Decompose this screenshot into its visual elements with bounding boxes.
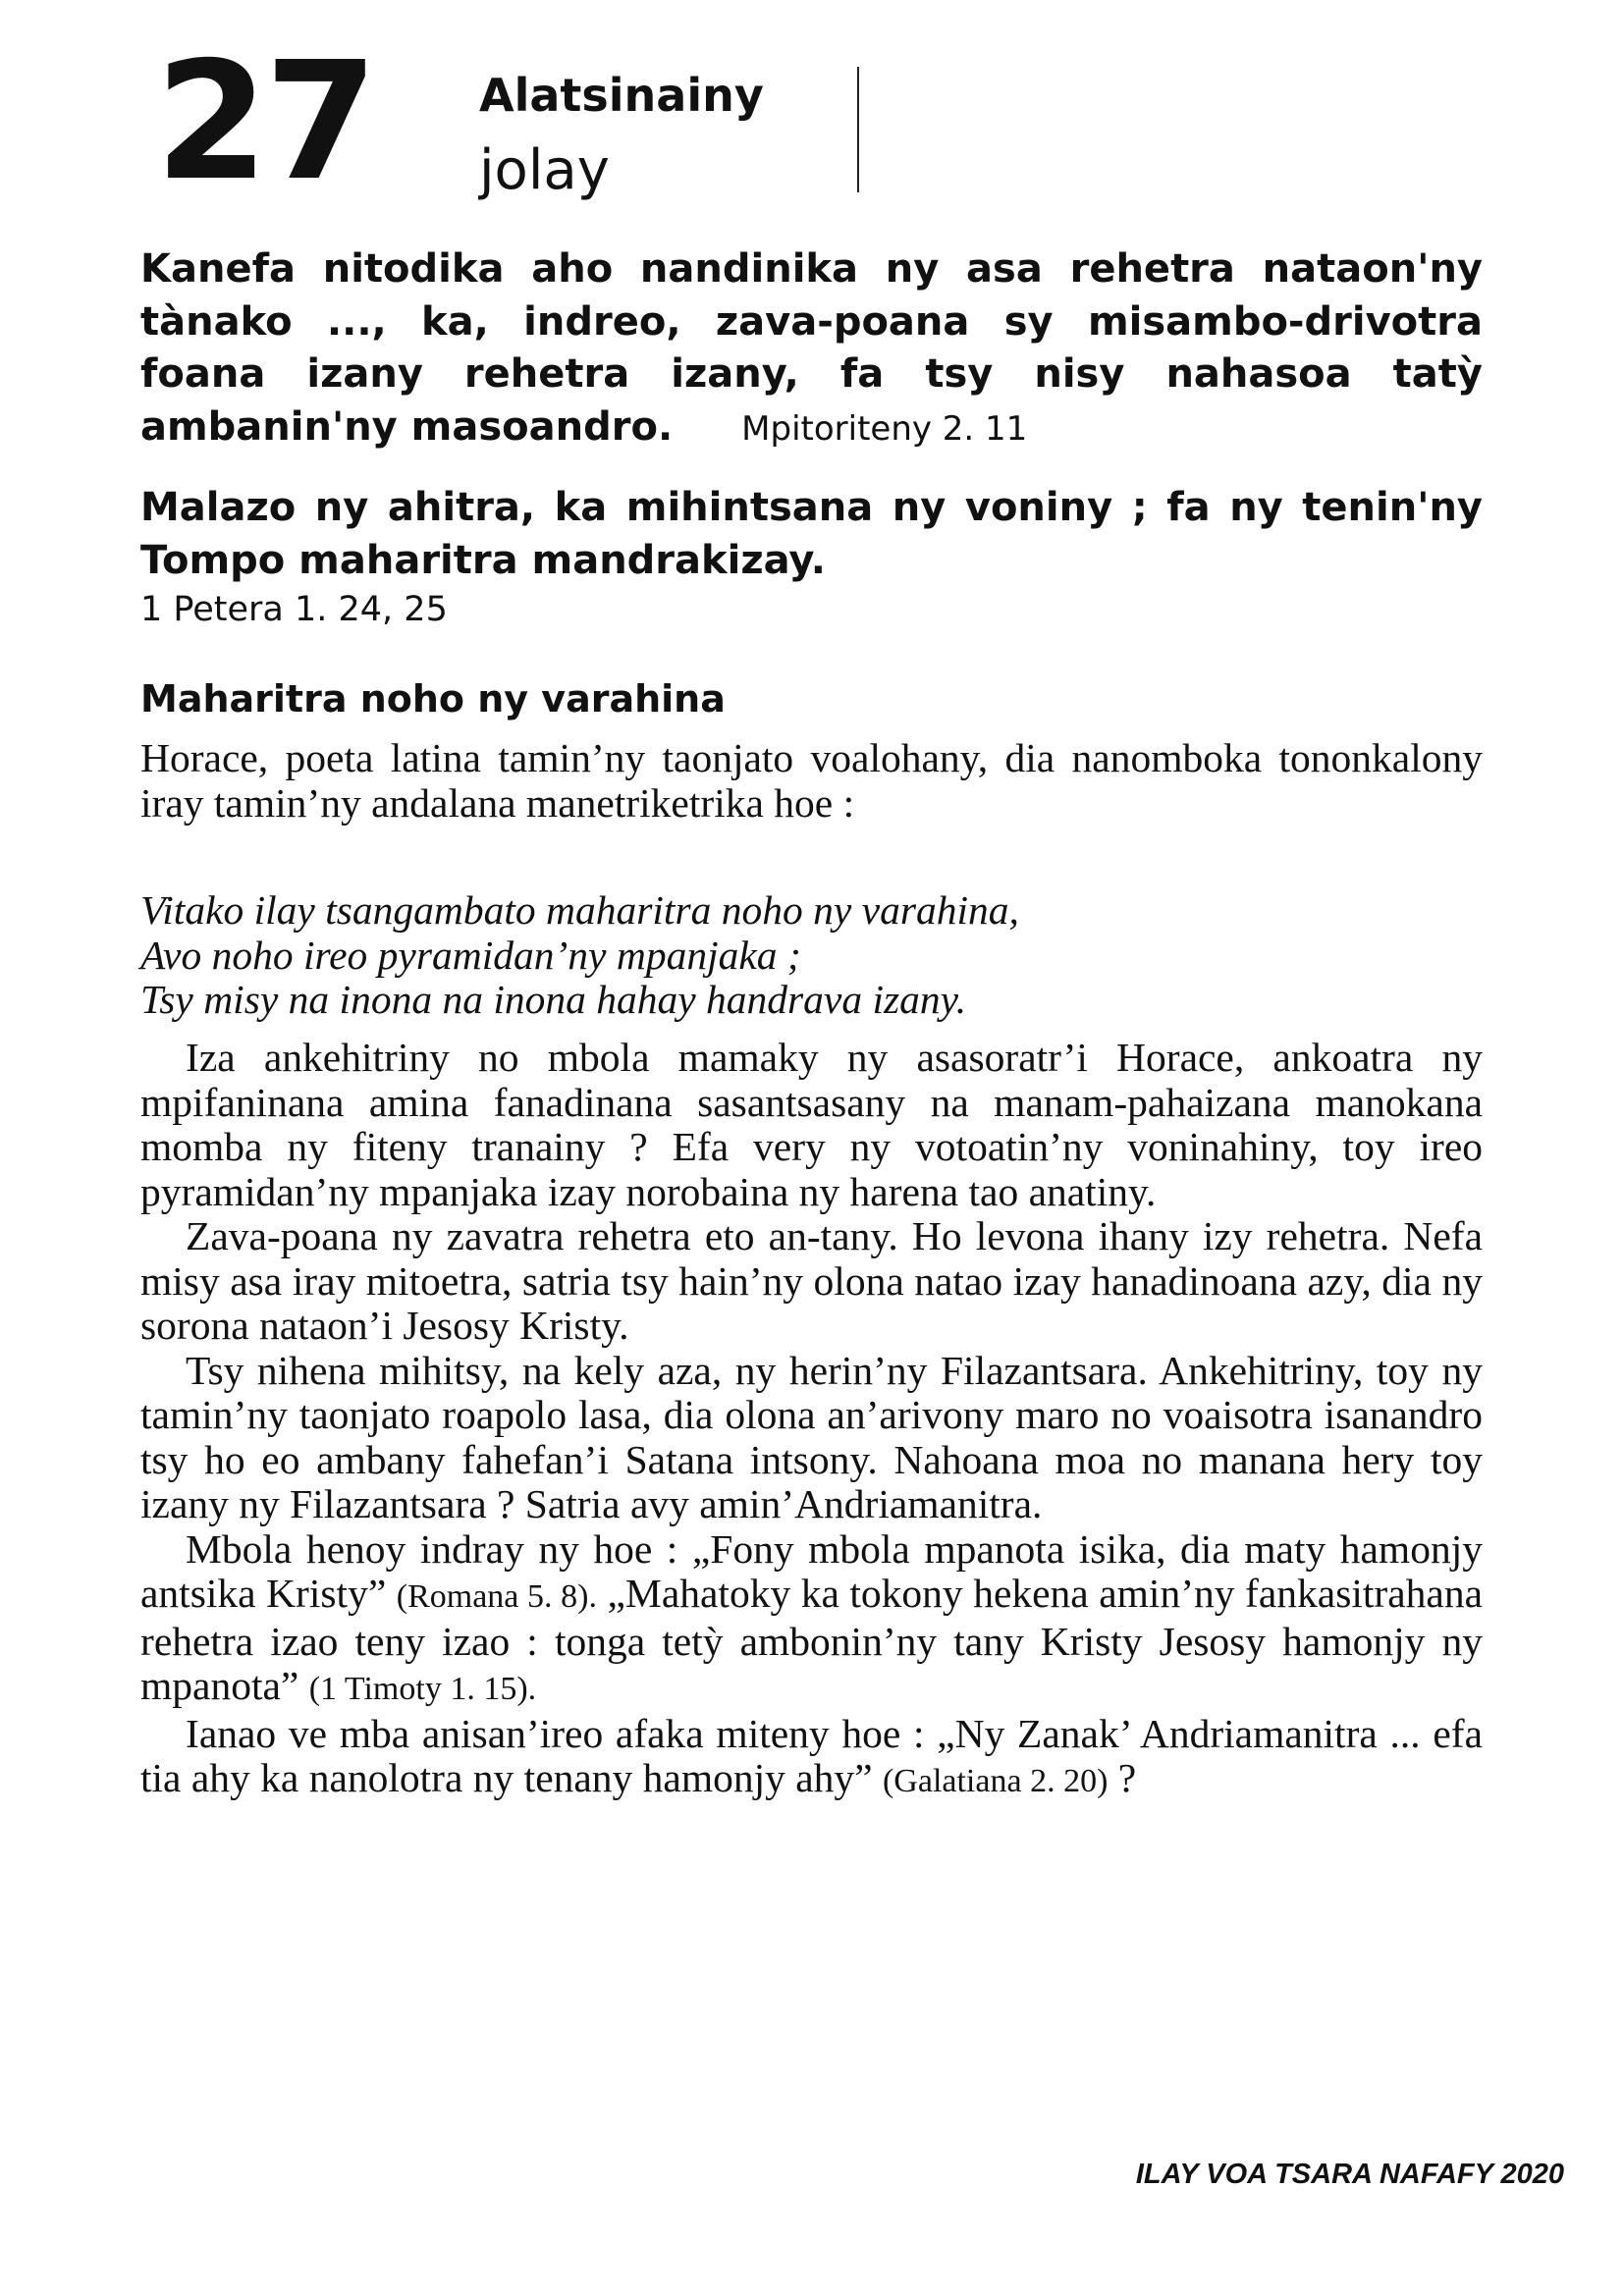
paragraph-text: „Mahatoky ka tokony hekena amin’ny fankasitrahana rehetra izao teny izao : tonga tetỳ ambonin’ny tany Kristy Jesosy hamonjy ny mpanota” bbox=[140, 1571, 1483, 1708]
verse-reference: 1 Petera 1. 24, 25 bbox=[140, 590, 448, 629]
paragraph-text: Ianao ve mba anisan’ireo afaka miteny hoe : „Ny Zanak’ Andriamanitra ... efa tia ahy ka nanolotra ny tenany hamonjy ahy” bbox=[140, 1710, 1483, 1800]
scripture-reference: (Galatiana 2. 20) bbox=[882, 1763, 1109, 1799]
poem-line: Avo noho ireo pyramidan’ny mpanjaka ; bbox=[140, 932, 801, 978]
article-body bbox=[140, 1036, 1483, 1804]
poem-line: Vitako ilay tsangambato maharitra noho ny varahina, bbox=[140, 887, 1019, 933]
scripture-reference: (1 Timoty 1. 15). bbox=[308, 1671, 537, 1707]
article-title: Maharitra noho ny varahina bbox=[140, 677, 726, 721]
day-number: 27 bbox=[155, 27, 375, 217]
verse-block bbox=[140, 482, 1483, 587]
poem-quote bbox=[140, 888, 1483, 1023]
paragraph-text: Mbola henoy indray ny hoe : „Fony mbola mpanota isika, dia maty hamonjy antsika Kristy” bbox=[140, 1525, 1483, 1616]
paragraph bbox=[140, 1712, 1483, 1804]
weekday-label: Alatsinainy bbox=[479, 69, 764, 122]
paragraph: Iza ankehitriny no mbola mamaky ny asasoratr’i Horace, ankoatra ny mpifaninana amina fanadinana sasantsasany na manam-pahaizana manokana momba ny fiteny tranainy ? Efa very ny votoatin’ny voninahiny, toy ireo pyramidan’ny mpanjaka izay norobaina ny harena tao anatiny. bbox=[140, 1035, 1483, 1214]
scripture-reference: (Romana 5. 8). bbox=[396, 1578, 597, 1615]
paragraph: Zava-poana ny zavatra rehetra eto an-tany. Ho levona ihany izy rehetra. Nefa misy asa iray mitoetra, satria tsy hain’ny olona natao izay hanadinoana azy, dia ny sorona nataon’i Jesosy Kristy. bbox=[140, 1213, 1483, 1348]
verse-reference: Mpitoriteny 2. 11 bbox=[741, 408, 1028, 449]
verse-block bbox=[140, 243, 1483, 454]
paragraph-text: ? bbox=[1117, 1755, 1137, 1800]
verse-text: Malazo ny ahitra, ka mihintsana ny voniny ; fa ny tenin'ny Tompo maharitra mandrakizay. bbox=[140, 485, 1483, 583]
verse-text: Kanefa nitodika aho nandinika ny asa rehetra nataon'ny tànako ..., ka, indreo, zava-poana sy misambo-drivotra foana izany rehetra izany, fa tsy nisy nahasoa tatỳ ambanin'ny masoandro. bbox=[140, 246, 1483, 450]
publication-footer: ILAY VOA TSARA NAFAFY 2020 bbox=[1135, 2159, 1564, 2190]
month-label: jolay bbox=[479, 138, 610, 202]
paragraph: Tsy nihena mihitsy, na kely aza, ny herin’ny Filazantsara. Ankehitriny, toy ny tamin’ny taonjato roapolo lasa, dia olona an’arivony maro no voaisotra isanandro tsy ho eo ambany fahefan’i Satana intsony. Nahoana moa no manana hery toy izany ny Filazantsara ? Satria avy amin’Andriamanitra. bbox=[140, 1347, 1483, 1526]
paragraph bbox=[140, 1527, 1483, 1712]
header-divider bbox=[857, 67, 859, 192]
poem-line: Tsy misy na inona na inona hahay handrava izany. bbox=[140, 977, 967, 1022]
article-intro: Horace, poeta latina tamin’ny taonjato voalohany, dia nanomboka tononkalony iray tamin’ny andalana manetriketrika hoe : bbox=[140, 735, 1483, 826]
